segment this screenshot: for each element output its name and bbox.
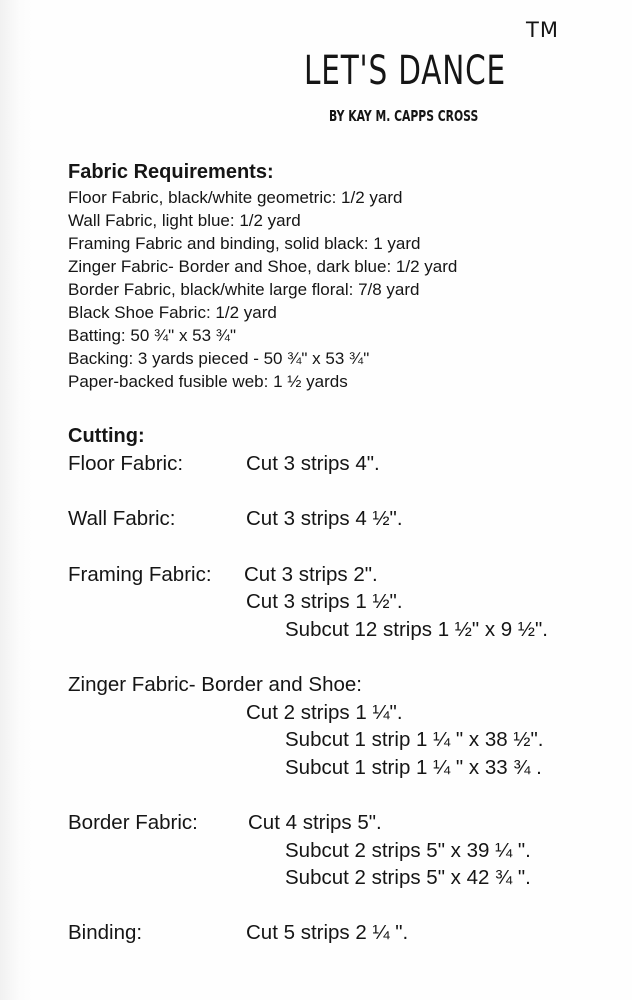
binding-cut: Cut 5 strips 2 ¼ ". <box>246 921 409 944</box>
border-fabric-label: Border Fabric: <box>68 811 198 834</box>
designer-byline: BY KAY M. CAPPS CROSS <box>329 107 479 125</box>
framing-fabric-cut-1: Cut 3 strips 2". <box>244 563 378 586</box>
framing-fabric-label: Framing Fabric: <box>68 563 212 586</box>
zinger-fabric-cut-1: Cut 2 strips 1 ¼". <box>246 701 403 724</box>
wall-fabric-cut: Cut 3 strips 4 ½". <box>246 507 403 530</box>
floor-fabric-cut: Cut 3 strips 4". <box>246 452 380 475</box>
border-fabric-cut-1: Cut 4 strips 5". <box>248 811 382 834</box>
zinger-fabric-subcut-2: Subcut 1 strip 1 ¼ " x 33 ¾ . <box>285 756 542 779</box>
requirement-item: Zinger Fabric- Border and Shoe, dark blue: 1/2 yard <box>68 257 458 276</box>
requirement-item: Batting: 50 ¾" x 53 ¾" <box>68 326 237 345</box>
floor-fabric-label: Floor Fabric: <box>68 452 184 475</box>
binding-label: Binding: <box>68 921 143 944</box>
trademark-mark: TM <box>526 18 559 42</box>
pattern-title: LET'S DANCE <box>304 48 506 94</box>
zinger-fabric-label: Zinger Fabric- Border and Shoe: <box>68 673 362 696</box>
requirement-item: Framing Fabric and binding, solid black: 1 yard <box>68 234 421 253</box>
border-fabric-subcut-2: Subcut 2 strips 5" x 42 ¾ ". <box>285 866 531 889</box>
requirement-item: Backing: 3 yards pieced - 50 ¾" x 53 ¾" <box>68 349 370 368</box>
wall-fabric-label: Wall Fabric: <box>68 507 176 530</box>
cutting-heading: Cutting: <box>68 425 145 447</box>
framing-fabric-subcut-1: Subcut 12 strips 1 ½" x 9 ½". <box>285 618 548 641</box>
requirement-item: Paper-backed fusible web: 1 ½ yards <box>68 372 348 391</box>
page-edge-shadow <box>0 0 34 1000</box>
fabric-requirements-heading: Fabric Requirements: <box>68 161 274 183</box>
framing-fabric-cut-2: Cut 3 strips 1 ½". <box>246 590 403 613</box>
requirement-item: Wall Fabric, light blue: 1/2 yard <box>68 211 301 230</box>
requirement-item: Black Shoe Fabric: 1/2 yard <box>68 303 277 322</box>
border-fabric-subcut-1: Subcut 2 strips 5" x 39 ¼ ". <box>285 839 531 862</box>
requirement-item: Border Fabric, black/white large floral: 7/8 yard <box>68 280 420 299</box>
fabric-requirements-list <box>68 186 457 393</box>
requirement-item: Floor Fabric, black/white geometric: 1/2 yard <box>68 188 403 207</box>
zinger-fabric-subcut-1: Subcut 1 strip 1 ¼ " x 38 ½". <box>285 728 544 751</box>
